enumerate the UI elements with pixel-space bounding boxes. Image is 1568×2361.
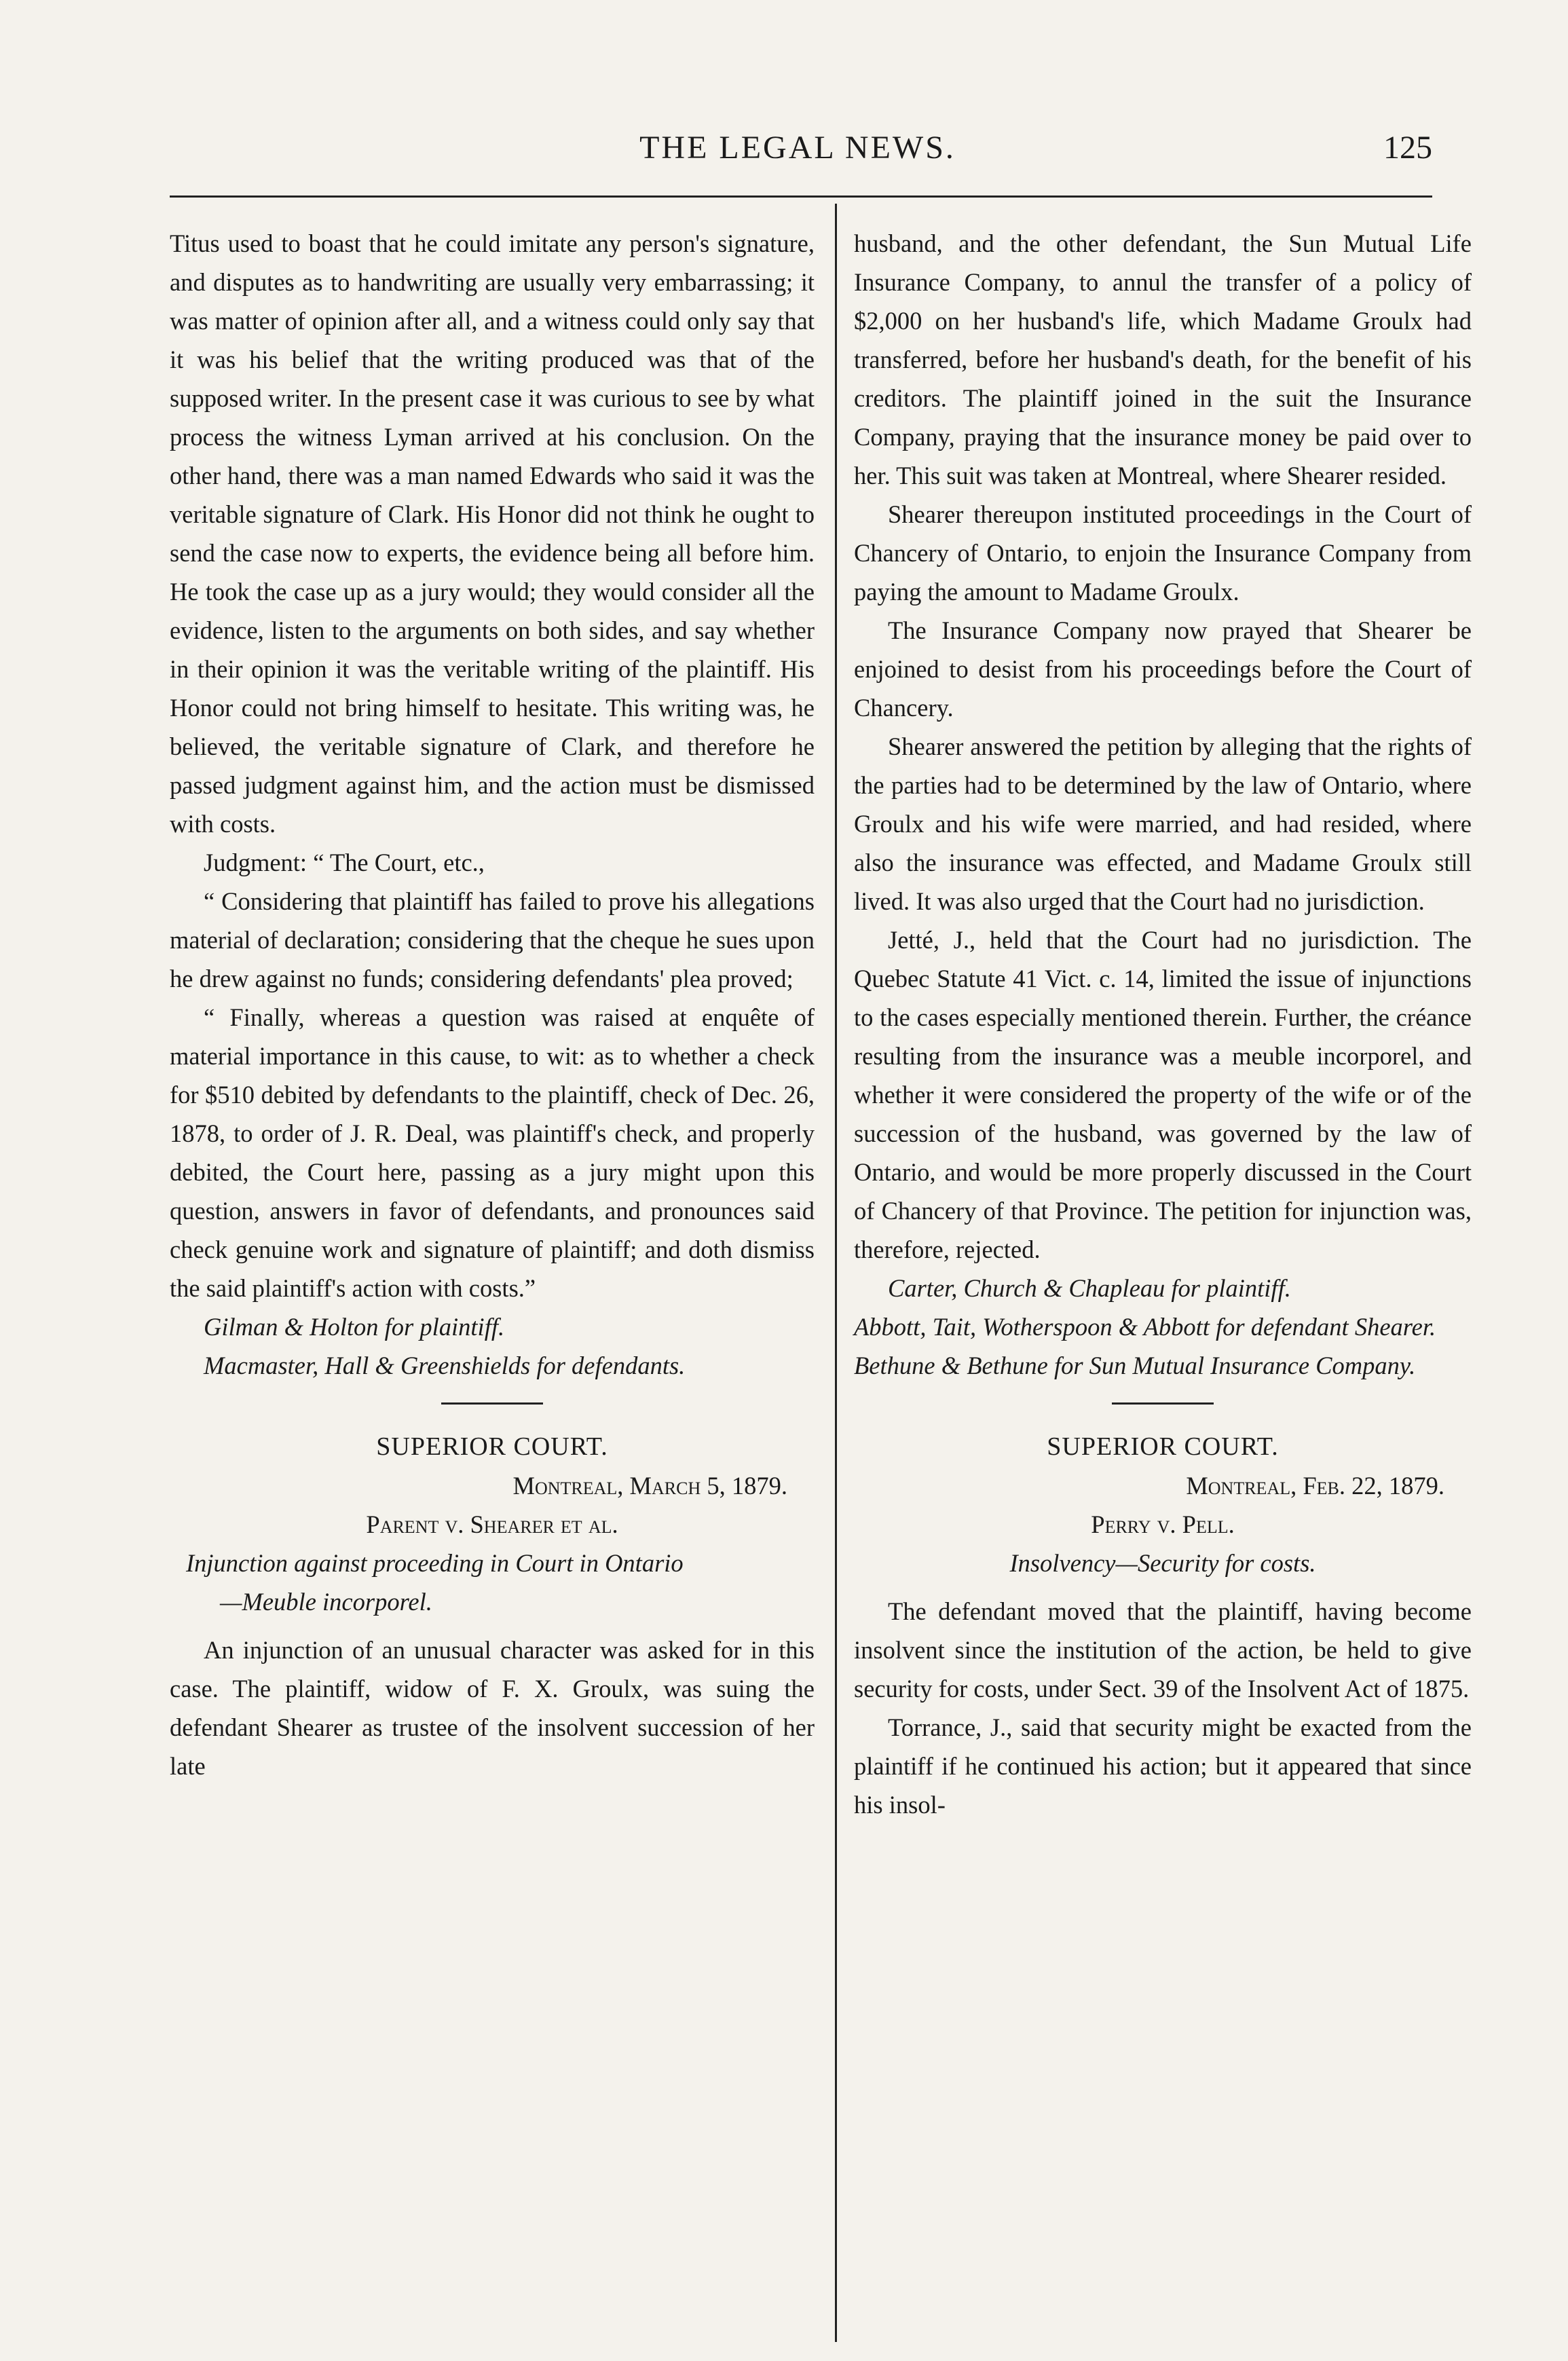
court-heading: SUPERIOR COURT. <box>1047 1432 1279 1461</box>
paragraph: The Insurance Company now prayed that Shearer be enjoined to desist from his proceedings before the Court of Chancery. <box>854 616 1472 722</box>
left-column <box>170 224 815 1785</box>
judgment-intro: Judgment: “ The Court, etc., <box>204 849 485 876</box>
counsel-plaintiff: Gilman & Holton for plaintiff. <box>204 1313 505 1341</box>
section-divider <box>441 1402 543 1405</box>
section-divider <box>1112 1402 1214 1405</box>
paragraph: Shearer thereupon instituted proceedings in the Court of Chancery of Ontario, to enjoin the Insurance Company from paying the amount to Madame Groulx. <box>854 500 1472 606</box>
paragraph: Shearer answered the petition by alleging that the rights of the parties had to be determined by the law of Ontario, where Groulx and his wife were married, and had resided, where also the insurance was effected, and Madame Groulx still lived. It was also urged that the Court had no jurisdiction. <box>854 732 1472 915</box>
judgment-considering: “ Considering that plaintiff has failed to prove his allegations material of declaration; considering that the cheque he sues upon he drew against no funds; considering defendants' plea proved; <box>170 887 815 992</box>
counsel-defendant: Abbott, Tait, Wotherspoon & Abbott for defendant Shearer. <box>854 1313 1436 1341</box>
right-column <box>854 224 1472 1824</box>
running-title: THE LEGAL NEWS. <box>639 130 956 166</box>
counsel-plaintiff: Carter, Church & Chapleau for plaintiff. <box>888 1274 1291 1302</box>
dateline: Montreal, March 5, 1879. <box>512 1472 787 1500</box>
page-header <box>163 129 1432 176</box>
counsel-defendants: Macmaster, Hall & Greenshields for defendants. <box>204 1352 686 1379</box>
case-title: Parent v. Shearer et al. <box>366 1510 618 1538</box>
paragraph: Titus used to boast that he could imitate any person's signature, and disputes as to handwriting are usually very embarrassing; it was matter of opinion after all, and a witness could only say that it was his belief that the writing produced was that of the supposed writer. In the present case it was curious to see by what process the witness Lyman arrived at his conclusion. On the other hand, there was a man named Edwards who said it was the veritable signature of Clark. His Honor did not think he ought to send the case now to experts, the evidence being all before him. He took the case up as a jury would; they would consider all the evidence, listen to the arguments on both sides, and say whether in their opinion it was the veritable writing of the plaintiff. His Honor could not bring himself to hesitate. This writing was, he believed, the veritable signature of Clark, and therefore he passed judgment against him, and the action must be dismissed with costs. <box>170 229 815 838</box>
dateline: Montreal, Feb. 22, 1879. <box>1186 1472 1444 1500</box>
paragraph: husband, and the other defendant, the Sun Mutual Life Insurance Company, to annul the transfer of a policy of $2,000 on her husband's life, which Madame Groulx had transferred, before her husband's death, for the benefit of his creditors. The plaintiff joined in the suit the Insurance Company, praying that the insurance money be paid over to her. This suit was taken at Montreal, where Shearer resided. <box>854 229 1472 489</box>
paragraph: An injunction of an unusual character was asked for in this case. The plaintiff, widow of F. X. Groulx, was suing the defendant Shearer as trustee of the insolvent succession of her late <box>170 1636 815 1780</box>
paragraph: The defendant moved that the plaintiff, having become insolvent since the institution of the action, be held to give security for costs, under Sect. 39 of the Insolvent Act of 1875. <box>854 1597 1472 1703</box>
case-title: Perry v. Pell. <box>1091 1510 1235 1538</box>
headnote-line-2: —Meuble incorporel. <box>220 1588 432 1616</box>
spacer <box>170 1621 815 1631</box>
court-heading: SUPERIOR COURT. <box>376 1432 608 1461</box>
counsel-insurer: Bethune & Bethune for Sun Mutual Insurance Company. <box>854 1352 1416 1379</box>
spacer <box>854 1582 1472 1592</box>
headnote-line-1: Injunction against proceeding in Court in Ontario <box>186 1549 684 1577</box>
holding-paragraph: Jetté, J., held that the Court had no jurisdiction. The Quebec Statute 41 Vict. c. 14, limited the issue of injunctions to the cases especially mentioned therein. Further, the créance resulting from the insurance was a meuble incorporel, and whether it were considered the property of the wife or of the succession of the husband, was governed by the law of Ontario, and would be more properly discussed in the Court of Chancery of that Province. The petition for injunction was, therefore, rejected. <box>854 926 1472 1263</box>
column-divider <box>835 204 837 2342</box>
headnote: Insolvency—Security for costs. <box>1009 1549 1316 1577</box>
paragraph: Torrance, J., said that security might be exacted from the plaintiff if he continued his action; but it appeared that since his insol- <box>854 1713 1472 1819</box>
page-number: 125 <box>1383 130 1432 166</box>
header-rule <box>170 196 1432 198</box>
judgment-finally: “ Finally, whereas a question was raised at enquête of material importance in this cause, to wit: as to whether a check for $510 debited by defendants to the plaintiff, check of Dec. 26, 1878, to order of J. R. Deal, was plaintiff's check, and properly debited, the Court here, passing as a jury might upon this question, answers in favor of defendants, and pronounces said check genuine work and signature of plaintiff; and doth dismiss the said plaintiff's action with costs.” <box>170 1003 815 1302</box>
